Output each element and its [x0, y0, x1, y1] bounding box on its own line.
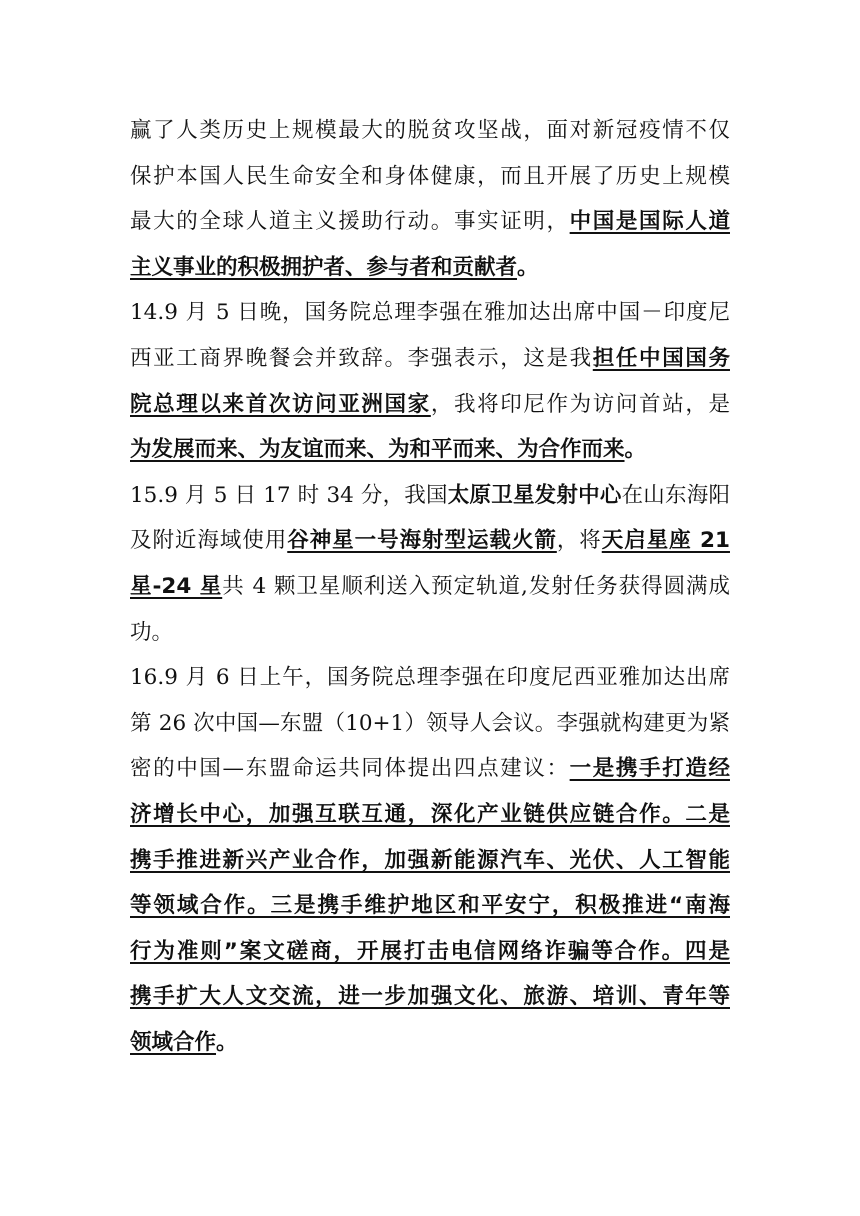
- text-run: 及附近海域使用: [130, 528, 288, 554]
- text-line: [130, 245, 730, 291]
- bold-text: 。: [624, 437, 647, 463]
- text-run: 共 4 颗卫星顺利送入预定轨道,发射任务获得圆满成: [222, 573, 731, 599]
- underlined-emphasis: 星-24 星: [130, 573, 223, 599]
- text-line: [130, 838, 730, 884]
- text-line: [130, 427, 730, 473]
- underlined-emphasis: 中国是国际人道: [569, 209, 730, 235]
- underlined-emphasis: 等领域合作。三是携手维护地区和平安宁，积极推进“南海: [130, 893, 730, 919]
- underlined-emphasis: 一是携手打造经: [569, 756, 730, 782]
- text-line: [130, 382, 730, 428]
- bold-text: 。: [517, 254, 539, 280]
- text-line: [130, 199, 730, 245]
- underlined-emphasis: 院总理以来首次访问亚洲国家: [130, 391, 431, 417]
- text-line: [130, 108, 730, 154]
- text-line: [130, 518, 730, 564]
- text-line: [130, 154, 730, 200]
- text-line: [130, 746, 730, 792]
- underlined-emphasis: 主义事业的积极拥护者、参与者和贡献者: [130, 254, 518, 280]
- underlined-emphasis: 行为准则”案文磋商，开展打击电信网络诈骗等合作。四是: [130, 938, 730, 964]
- text-line: [130, 336, 730, 382]
- text-line: [130, 610, 730, 656]
- bold-text: 。: [216, 1029, 238, 1055]
- text-run: 15.9 月 5 日 17 时 34 分，我国: [130, 482, 448, 508]
- text-run: 最大的全球人道主义援助行动。事实证明，: [130, 209, 570, 235]
- text-line: [130, 701, 730, 747]
- text-run: 16.9 月 6 日上午，国务院总理李强在印度尼西亚雅加达出席: [130, 665, 730, 691]
- underlined-emphasis: 携手扩大人文交流，进一步加强文化、旅游、培训、青年等: [130, 984, 730, 1010]
- underlined-emphasis: 济增长中心，加强互联互通，深化产业链供应链合作。二是: [130, 801, 730, 827]
- text-run: 保护本国人民生命安全和身体健康，而且开展了历史上规模: [130, 163, 730, 189]
- underlined-emphasis: 携手推进新兴产业合作，加强新能源汽车、光伏、人工智能: [130, 847, 730, 873]
- text-line: [130, 290, 730, 336]
- underlined-emphasis: 为发展而来、为友谊而来、为和平而来、为合作而来: [130, 437, 625, 463]
- text-run: 在山东海阳: [621, 482, 730, 508]
- text-line: [130, 974, 730, 1020]
- underlined-emphasis: 谷神星一号海射型运载火箭: [287, 528, 557, 554]
- text-line: [130, 792, 730, 838]
- text-run: 14.9 月 5 日晚，国务院总理李强在雅加达出席中国－印度尼: [130, 300, 730, 326]
- text-line: [130, 929, 730, 975]
- text-line: [130, 564, 730, 610]
- text-run: 第 26 次中国—东盟（10+1）领导人会议。李强就构建更为紧: [130, 710, 730, 736]
- bold-text: 太原卫星发射中心: [447, 482, 622, 508]
- underlined-emphasis: 领域合作: [130, 1029, 217, 1055]
- underlined-emphasis: 担任中国国务: [592, 345, 730, 371]
- text-run: ，将: [556, 528, 602, 554]
- text-line: [130, 883, 730, 929]
- text-run: 密的中国—东盟命运共同体提出四点建议：: [130, 756, 570, 782]
- text-run: 西亚工商界晚餐会并致辞。李强表示，这是我: [130, 345, 593, 371]
- text-line: [130, 655, 730, 701]
- underlined-emphasis: 天启星座 21: [601, 528, 730, 554]
- text-line: [130, 1020, 730, 1066]
- document-body: [130, 108, 730, 1065]
- text-run: 功。: [130, 619, 174, 645]
- text-run: ，我将印尼作为访问首站，是: [430, 391, 730, 417]
- text-line: [130, 473, 730, 519]
- text-run: 赢了人类历史上规模最大的脱贫攻坚战，面对新冠疫情不仅: [130, 118, 730, 143]
